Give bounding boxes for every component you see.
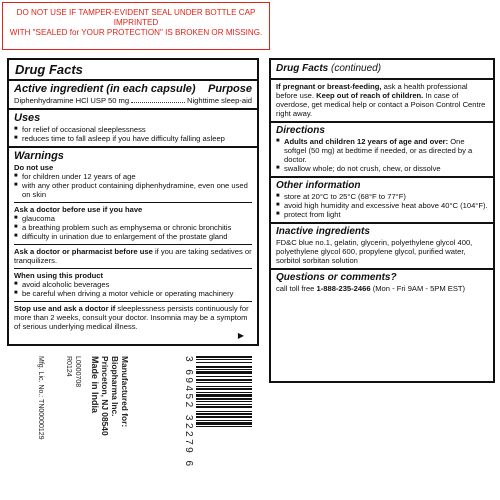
barcode-bar [196, 359, 252, 360]
list-item: ■ protect from light [276, 210, 488, 219]
company-name: Biopharma Inc. [110, 356, 120, 417]
made-in-label: Made in India [90, 356, 100, 414]
inactive-ingredients-text: FD&C blue no.1, gelatin, glycerin, polyethylene glycol 400, polyethylene glycol 600, propylene glycol, purified water, sorbitol sorbitan solution [276, 238, 473, 265]
when-using-heading: When using this product [14, 271, 104, 280]
continue-arrow-icon: ▶ [237, 331, 244, 340]
drug-facts-title: Drug Facts [15, 62, 83, 77]
active-purpose: Nighttime sleep-aid [187, 96, 252, 105]
barcode-bar [196, 420, 252, 421]
tamper-warning-box [2, 2, 270, 50]
list-item [276, 137, 488, 164]
phone-number: 1-888-235-2466 [316, 284, 371, 293]
directions-section [271, 123, 493, 176]
barcode-bar [196, 404, 252, 405]
do-not-use-heading: Do not use [14, 163, 54, 172]
uses-section [9, 110, 257, 146]
barcode-bar [196, 388, 252, 390]
lot-number: L0000708 [74, 356, 81, 388]
barcode-bar [196, 362, 252, 363]
barcode-bar [196, 398, 252, 400]
barcode-bar [196, 382, 252, 383]
stop-use-heading: Stop use and ask a doctor if [14, 304, 116, 313]
lot-code-block [64, 356, 82, 387]
barcode-bar [196, 422, 252, 425]
list-item: ■ reduces time to fall asleep if you have difficulty falling asleep [14, 134, 252, 143]
list-item: ■ swallow whole; do not crush, chew, or dissolve [276, 164, 488, 173]
pregnancy-text: ask a health professional before use. [276, 82, 468, 100]
keep-out-text: In case of overdose, get medical help or contact a Poison Control Centre right away. [276, 91, 486, 118]
list-item: ■ avoid alcoholic beverages [14, 280, 252, 289]
list-item: ■ be careful when driving a motor vehicle or operating machinery [14, 289, 252, 298]
questions-prefix: call toll free [276, 284, 317, 293]
barcode-bar [196, 426, 252, 427]
ask-doctor-section [9, 203, 257, 244]
inactive-ingredients-heading: Inactive ingredients [276, 226, 370, 237]
list-item: ■ avoid high humidity and excessive heat above 40°C (104°F). [276, 201, 488, 210]
list-item: ■ difficulty in urination due to enlargement of the prostate gland [14, 232, 252, 241]
manufactured-for-label: Manufactured for: [120, 356, 130, 428]
drug-facts-title-right: Drug Facts [276, 63, 329, 74]
barcode-bar [196, 392, 252, 393]
list-item: ■ for children under 12 years of age [14, 172, 252, 181]
manufacturer-block [100, 356, 130, 436]
inactive-ingredients-section [271, 224, 493, 268]
keep-out-heading: Keep out of reach of children. [316, 91, 424, 100]
questions-heading: Questions or comments? [276, 272, 397, 283]
barcode-bar [196, 371, 252, 374]
purpose-heading: Purpose [207, 83, 252, 95]
barcode-bar [196, 401, 252, 402]
warnings-section [9, 148, 257, 202]
stop-use-text: sleeplessness persists continuously for more than 2 weeks, consult your doctor. Insomnia may be a symptom of serious underlying medical illness. [14, 304, 249, 331]
list-item: ■ a breathing problem such as emphysema or chronic bronchitis [14, 223, 252, 232]
questions-hours: (Mon - Fri 9AM - 5PM EST) [370, 284, 466, 293]
barcode-bar [196, 394, 252, 397]
barcode-digits: 3 69452 32279 6 [183, 356, 194, 469]
list-item: ■ for relief of occasional sleeplessness [14, 125, 252, 134]
active-ingredient-section [9, 81, 257, 108]
active-ingredient-heading: Active ingredient (in each capsule) [14, 83, 196, 95]
drug-facts-panel-right [269, 58, 495, 383]
barcode-bar [196, 416, 252, 418]
barcode-bar [196, 376, 252, 377]
mfg-license: Mfg. Lic. No.: TN00000129 [37, 356, 44, 440]
list-item: ■ store at 20°C to 25°C (68°F to 77°F) [276, 192, 488, 201]
batch-code: R0124 [65, 356, 72, 377]
list-item: ■ with any other product containing diphenhydramine, even one used on skin [14, 181, 252, 199]
barcode-bar [196, 413, 252, 415]
warnings-heading: Warnings [14, 150, 64, 162]
when-using-section [9, 269, 257, 301]
continued-label: (continued) [331, 63, 382, 74]
active-ingredient: Diphenhydramine HCl USP 50 mg [14, 96, 130, 105]
tamper-warning-line-1: DO NOT USE IF TAMPER-EVIDENT SEAL UNDER BOTTLE CAP IMPRINTED [16, 8, 256, 27]
pregnancy-section [271, 80, 493, 121]
directions-adults-label: Adults and children 12 years of age and over: [284, 137, 449, 146]
ask-pharmacist-heading: Ask a doctor or pharmacist before use [14, 247, 153, 256]
stop-use-section [9, 302, 257, 343]
uses-heading: Uses [14, 112, 41, 124]
company-city: Princeton, NJ 08540 [100, 356, 110, 436]
barcode-bar [196, 379, 252, 381]
barcode-bar [196, 356, 252, 358]
barcode-bar [196, 386, 252, 387]
barcode-bar [196, 366, 252, 368]
ask-doctor-heading: Ask a doctor before use if you have [14, 205, 143, 214]
drug-facts-continued-title [271, 60, 493, 78]
directions-heading: Directions [276, 125, 325, 136]
ask-pharmacist-section [9, 245, 257, 268]
barcode-bar [196, 411, 252, 412]
directions-adults-text: One softgel (50 mg) at bedtime if needed, or as directed by a doctor. [284, 137, 473, 164]
other-information-section [271, 178, 493, 222]
ask-pharmacist-text: if you are taking sedatives or tranquilizers. [14, 247, 252, 265]
drug-facts-panel-left [7, 58, 259, 346]
pregnancy-heading: If pregnant or breast-feeding, [276, 82, 382, 91]
barcode-bar [196, 406, 252, 408]
barcode-bar [196, 369, 252, 370]
list-item: ■ glaucoma [14, 214, 252, 223]
tamper-warning-line-2: WITH "SEALED for YOUR PROTECTION" IS BROKEN OR MISSING. [9, 28, 263, 37]
questions-section [271, 270, 493, 296]
upc-barcode [196, 356, 252, 456]
other-information-heading: Other information [276, 180, 361, 191]
